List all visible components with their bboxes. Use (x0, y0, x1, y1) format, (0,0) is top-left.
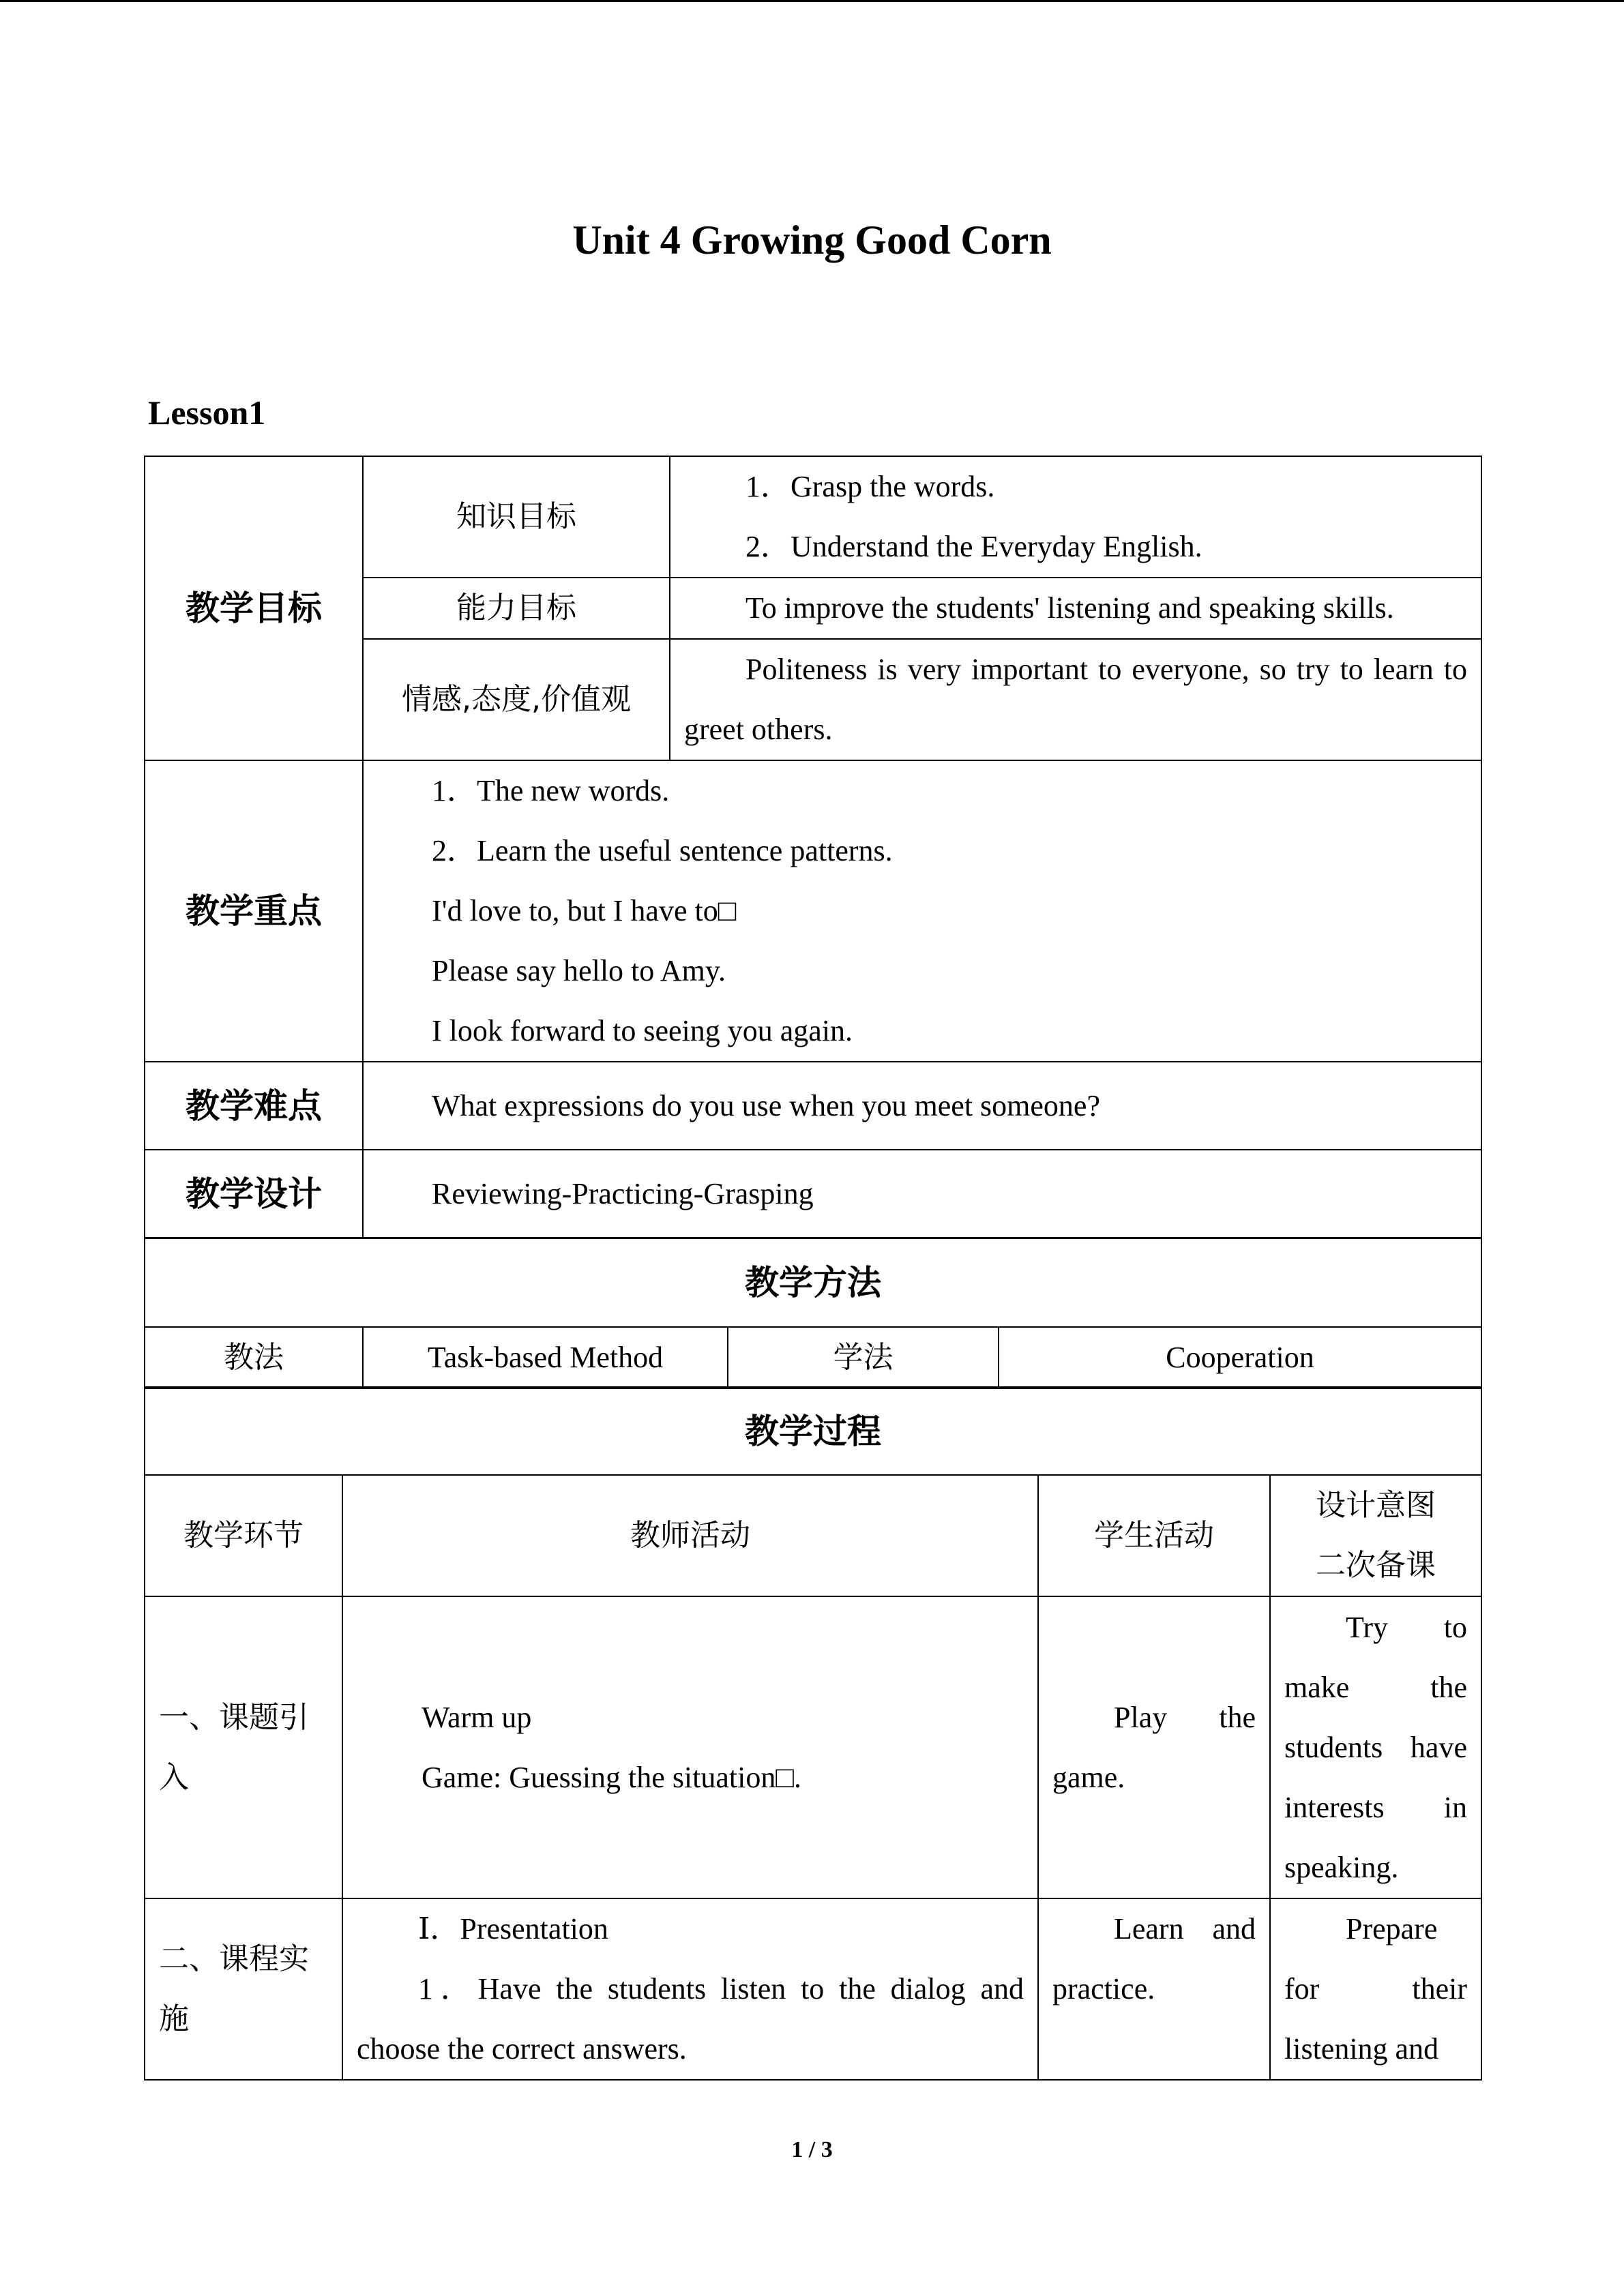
difficult-points-label: 教学难点 (145, 1062, 363, 1150)
emotion-goal-content: Politeness is very important to everyone, so try to learn to greet others. (670, 639, 1481, 760)
document-title: Unit 4 Growing Good Corn (572, 218, 1052, 263)
methods-heading: 教学方法 (145, 1238, 1481, 1327)
teacher-activity-cell (342, 1596, 1038, 1898)
top-border-line (0, 0, 1624, 2)
page-number: 1 / 3 (791, 2137, 833, 2162)
key-point-line: I'd love to, but I have to□ (432, 894, 737, 927)
teaching-method-label: 教法 (145, 1327, 363, 1388)
design-label: 教学设计 (145, 1150, 363, 1238)
header-teacher-activity: 教师活动 (342, 1475, 1038, 1596)
teacher-activity-heading: Ⅰ．Presentation (418, 1912, 608, 1945)
process-heading: 教学过程 (145, 1387, 1481, 1475)
ability-goal-label: 能力目标 (363, 578, 670, 639)
stage-cell: 一、课题引入 (145, 1596, 342, 1898)
teacher-activity-line: Game: Guessing the situation□. (422, 1760, 801, 1794)
header-stage: 教学环节 (145, 1475, 342, 1596)
knowledge-goal-item: 2．Understand the Everyday English. (745, 530, 1202, 563)
header-intent-line: 二次备课 (1316, 1548, 1436, 1583)
student-activity-cell: Play the game. (1038, 1596, 1270, 1898)
learning-method-value: Cooperation (999, 1327, 1481, 1388)
teacher-activity-line: 1．Have the students listen to the dialog and choose the correct answers. (357, 1972, 1024, 2066)
teacher-activity-cell (342, 1898, 1038, 2080)
key-points-label: 教学重点 (145, 760, 363, 1062)
objectives-label: 教学目标 (145, 456, 363, 760)
design-content: Reviewing-Practicing-Grasping (363, 1150, 1481, 1238)
student-activity-cell: Learn and practice. (1038, 1898, 1270, 2080)
ability-goal-content: To improve the students' listening and speaking skills. (670, 578, 1481, 639)
lesson-label: Lesson1 (148, 393, 266, 432)
process-table (144, 1386, 1482, 2081)
teacher-activity-line: Warm up (422, 1700, 532, 1734)
knowledge-goal-item: 1．Grasp the words. (745, 470, 995, 503)
key-point-line: Please say hello to Amy. (432, 954, 726, 987)
header-design-intent (1270, 1475, 1481, 1596)
header-intent-line: 设计意图 (1316, 1488, 1436, 1523)
knowledge-goal-label: 知识目标 (363, 456, 670, 578)
key-points-content (363, 760, 1481, 1062)
difficult-points-content: What expressions do you use when you meet someone? (363, 1062, 1481, 1150)
teaching-method-value: Task-based Method (363, 1327, 728, 1388)
stage-cell: 二、课程实施 (145, 1898, 342, 2080)
learning-method-label: 学法 (728, 1327, 999, 1388)
header-student-activity: 学生活动 (1038, 1475, 1270, 1596)
design-intent-cell: Prepare for their listening and (1270, 1898, 1481, 2080)
emotion-goal-label: 情感,态度,价值观 (363, 639, 670, 760)
key-point-line: 1．The new words. (432, 774, 670, 807)
methods-table (144, 1238, 1482, 1389)
design-intent-cell: Try to make the students have interests in speaking. (1270, 1596, 1481, 1898)
lesson-plan-table (144, 456, 1482, 1238)
key-point-line: I look forward to seeing you again. (432, 1014, 853, 1047)
key-point-line: 2．Learn the useful sentence patterns. (432, 834, 893, 867)
knowledge-goal-content (670, 456, 1481, 578)
